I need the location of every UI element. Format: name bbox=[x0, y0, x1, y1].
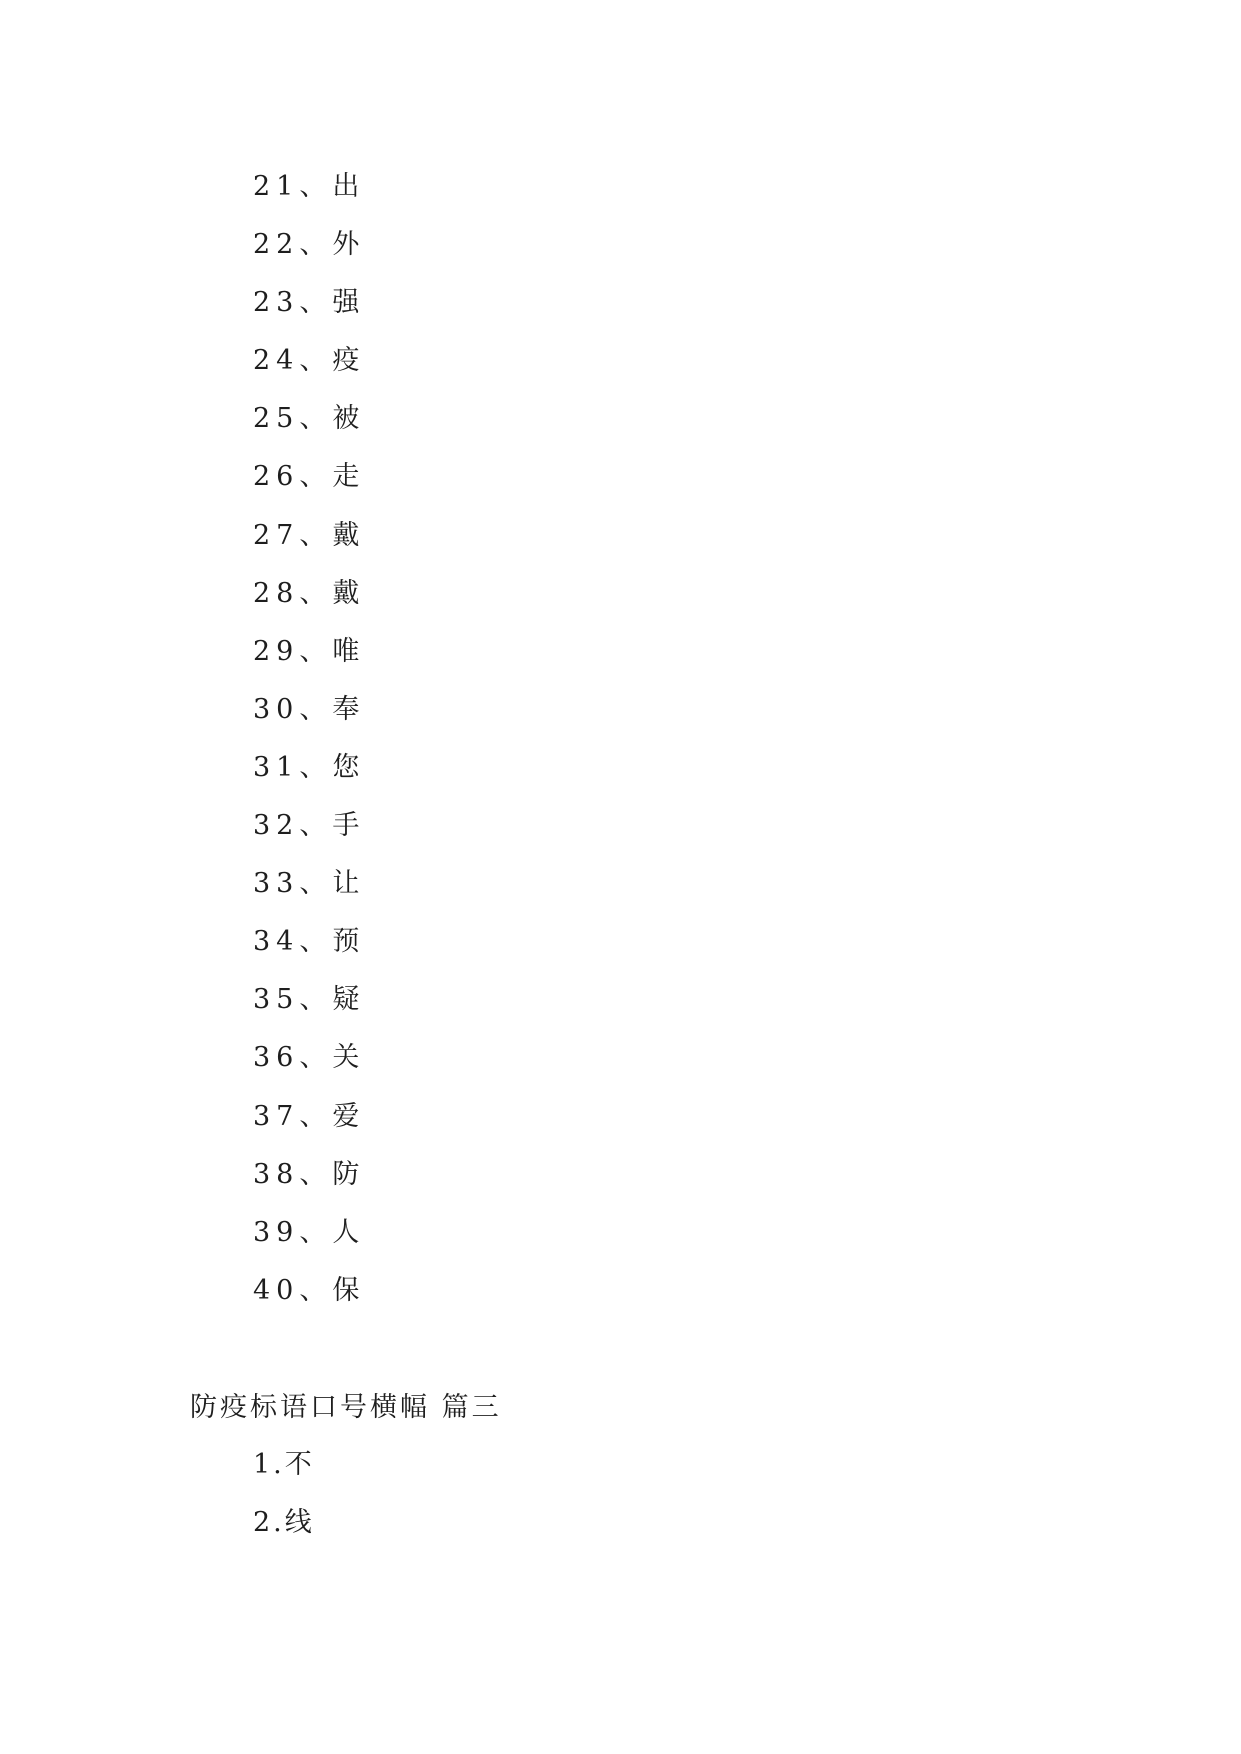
slogan-38: 38、防 bbox=[253, 1158, 366, 1190]
slogan-21: 21、出 bbox=[253, 171, 366, 202]
slogan-35: 35、疑 bbox=[253, 984, 366, 1016]
slogan-33: 33、让 bbox=[253, 868, 366, 900]
slogan-22: 22、外 bbox=[253, 229, 366, 261]
section-item-list bbox=[253, 1436, 315, 1552]
slogan-37: 37、爱 bbox=[253, 1100, 366, 1132]
slogan-30: 30、奉 bbox=[253, 693, 366, 725]
slogan-34: 34、预 bbox=[253, 926, 366, 958]
slogan-27: 27、戴 bbox=[253, 519, 366, 551]
slogan-39: 39、人 bbox=[253, 1216, 366, 1248]
slogan-24: 24、疫 bbox=[253, 345, 366, 377]
slogan-29: 29、唯 bbox=[253, 635, 366, 667]
section-heading: 防疫标语口号横幅 篇三 bbox=[190, 1392, 502, 1423]
slogan-31: 31、您 bbox=[253, 751, 366, 783]
slogan-25: 25、被 bbox=[253, 403, 366, 435]
slogan-23: 23、强 bbox=[253, 287, 366, 319]
slogan-28: 28、戴 bbox=[253, 577, 366, 609]
slogan-26: 26、走 bbox=[253, 461, 366, 493]
section-item-2: 2.线 bbox=[253, 1507, 315, 1539]
slogan-list-21-40 bbox=[253, 158, 365, 1320]
slogan-36: 36、关 bbox=[253, 1042, 366, 1074]
slogan-32: 32、手 bbox=[253, 810, 366, 842]
slogan-40: 40、保 bbox=[253, 1274, 366, 1306]
section-item-1: 1.不 bbox=[253, 1449, 315, 1480]
